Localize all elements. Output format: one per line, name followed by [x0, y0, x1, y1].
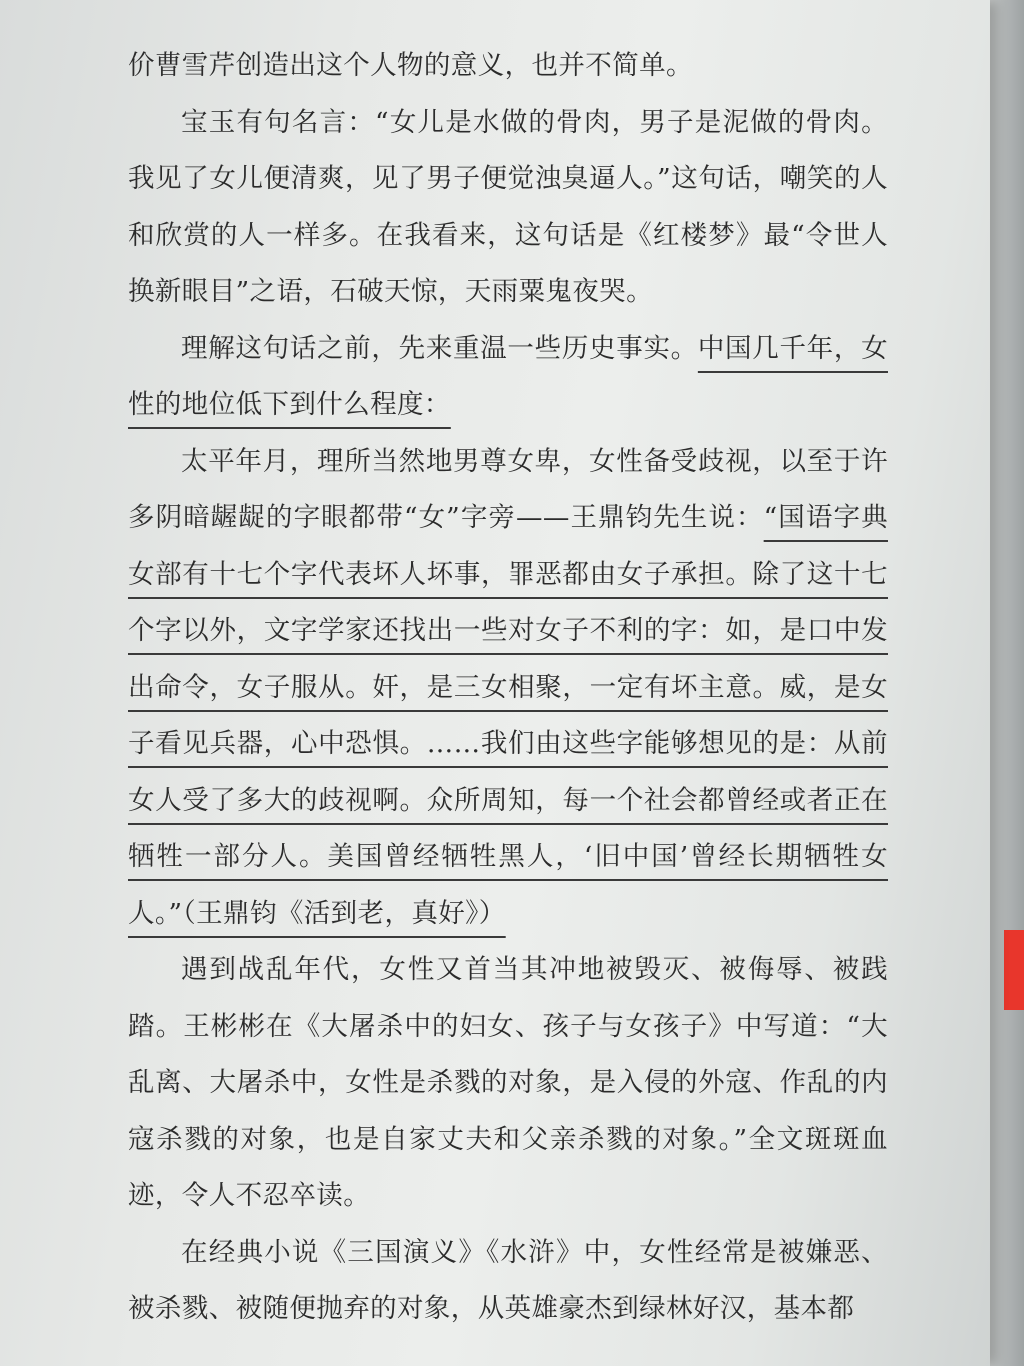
text-segment: 理解这句话之前，先来重温一些历史事实。 — [181, 332, 698, 364]
red-bookmark-tab — [1004, 930, 1024, 1010]
text-segment: 在经典小说《三国演义》《水浒》中，女性经常是被嫌恶、被杀戮、被随便抛弃的对象，从英雄豪杰到绿林好汉，基本都 — [128, 1236, 888, 1324]
paragraph — [128, 434, 888, 943]
underlined-text: 中国几千年，女性的地位低下到什么程度： — [128, 332, 888, 420]
paragraph — [128, 38, 888, 95]
page-text — [128, 38, 888, 1338]
page-stack-edge — [990, 0, 1024, 1366]
text-segment: 遇到战乱年代，女性又首当其冲地被毁灭、被侮辱、被践踏。王彬彬在《大屠杀中的妇女、孩子与女孩子》中写道：“大乱离、大屠杀中，女性是杀戮的对象，是入侵的外寇、作乱的内寇杀戮的对象，也是自家丈夫和父亲杀戮的对象。”全文斑斑血迹，令人不忍卒读。 — [128, 954, 888, 1211]
paragraph — [128, 321, 888, 434]
text-segment: 宝玉有句名言：“女儿是水做的骨肉，男子是泥做的骨肉。我见了女儿便清爽，见了男子便觉浊臭逼人。”这句话，嘲笑的人和欣赏的人一样多。在我看来，这句话是《红楼梦》最“令世人换新眼目”之语，石破天惊，天雨粟鬼夜哭。 — [128, 106, 888, 307]
paragraph — [128, 942, 888, 1225]
underlined-text: “国语字典女部有十七个字代表坏人坏事，罪恶都由女子承担。除了这十七个字以外，文字学家还找出一些对女子不利的字：如，是口中发出命令，女子服从。奸，是三女相聚，一定有坏主意。威，是女子看见兵器，心中恐惧。……我们由这些字能够想见的是：从前女人受了多大的歧视啊。众所周知，每一个社会都曾经或者正在牺牲一部分人。美国曾经牺牲黑人，‘旧中国’曾经长期牺牲女人。”（王鼎钧《活到老，真好》） — [128, 502, 888, 929]
text-segment: 价曹雪芹创造出这个人物的意义，也并不简单。 — [128, 50, 693, 81]
paragraph — [128, 95, 888, 321]
text-segment: 太平年月，理所当然地男尊女卑，女性备受歧视，以至于许多阴暗龌龊的字眼都带“女”字旁——王鼎钧先生说： — [128, 445, 888, 533]
paragraph — [128, 1225, 888, 1338]
